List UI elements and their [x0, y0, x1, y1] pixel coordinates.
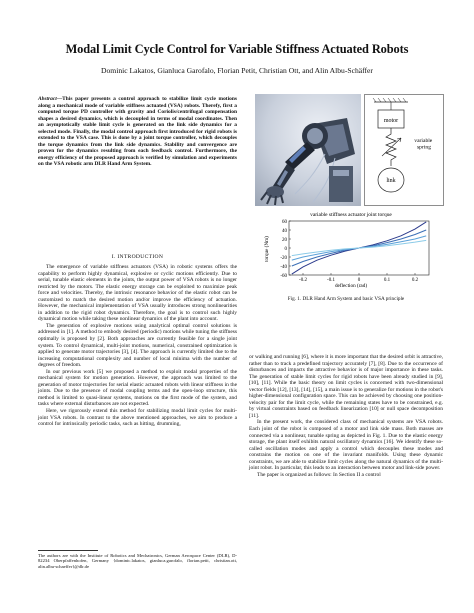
- y-tick-label: 40: [282, 228, 287, 234]
- intro-paragraph-2: The generation of explosive motions using analytical optimal control solutions is addressed in [1]. A method to embody desired (periodic) motions while tuning the stiffness optimally is proposed by [2]. Both approaches are currently feasible for a single joint system. To control dynamical, multi-joint motions, numerical, constrained optimization is applied to generate motor trajectories [3], [4]. The approach is currently limited due to the increasing computational complexity and number of local minima with the number of degrees of freedom.: [38, 322, 237, 369]
- vsa-schematic: [364, 94, 444, 206]
- chart-y-label: torque (Nm): [264, 236, 270, 262]
- x-tick-label: -0.2: [299, 278, 307, 283]
- right-paragraph-1: or walking and running [6], where it is more important that the desired orbit is attractive, rather than to track a predefined trajectory accurately [7], [8]. Due to the occurrence of disturbances and impacts the attractive behavior is of major importance in these tasks. The generation of stable limit cycles for rigid robots have been already studied in [9], [10], [11]. While the basic theory on limit cycles is concerned with two-dimensional vector fields [12], [13], [14], [15], a main issue is to generalize for motions in the robot's higher-dimensional configuration space. This can be achieved by choosing one position-velocity pair for the limit cycle, while the remaining states have to be constrained, e.g. by virtual constraints based on feedback linearization [10] or null space decomposition [11].: [249, 354, 443, 419]
- y-tick-label: 0: [284, 246, 287, 252]
- torque-deflection-chart: [259, 209, 437, 289]
- right-column-body: [249, 354, 443, 478]
- x-tick-label: 0.2: [411, 278, 419, 283]
- right-paragraph-2: In the present work, the considered class of mechanical systems are VSA robots. Each joint of the robot is composed of a motor and link side mass. Both masses are connected via a nonlinear, tunable spring as depicted in Fig. 1. Due to the elastic energy storage, the plant itself exhibits natural oscillatory dynamics [16]. We identify these so-called oscillation modes and apply a control which decouples these modes and constrains the motion on one of the invariant manifolds. Using these dynamic constraints, we are able to stabilize limit cycles along the natural dynamics of the multi-joint robot. In particular, this leads to an interaction between motor and link-side power.: [249, 419, 443, 472]
- chart-x-label: deflection (rad): [334, 283, 368, 289]
- paper-title: Modal Limit Cycle Control for Variable Stiffness Actuated Robots: [65, 42, 409, 56]
- figure-1-caption: Fig. 1. DLR Hand Arm System and basic VSA principle: [287, 296, 405, 302]
- y-tick-label: -40: [280, 264, 287, 270]
- section-heading-introduction: I. INTRODUCTION: [111, 254, 164, 260]
- y-tick-label: -20: [280, 255, 287, 261]
- x-tick-label: 0: [357, 278, 361, 283]
- spring-label-text: variable: [414, 138, 433, 144]
- paper-authors: Dominic Lakatos, Gianluca Garofalo, Florian Petit, Christian Ott, and Alin Albu-Schäffer: [101, 66, 373, 75]
- abstract-lead: Abstract: [38, 96, 57, 102]
- spring-label: [414, 138, 433, 151]
- introduction-body: [38, 264, 237, 428]
- y-tick-label: 20: [282, 237, 287, 243]
- y-tick-label: -60: [280, 273, 287, 279]
- abstract: [38, 96, 237, 168]
- footnote-divider: [38, 550, 98, 551]
- right-paragraph-3: The paper is organized as follows: In Section II a control: [257, 471, 381, 478]
- motor-label: motor: [383, 118, 399, 124]
- intro-paragraph-4: Here, we rigorously extend this method for stabilizing modal limit cycles for multi-joint VSA robots. In contrast to the above mentioned approaches, we aim to produce a control for intrinsically periodic tasks, such as hitting, drumming,: [38, 408, 237, 428]
- robot-arm-photo: [255, 94, 361, 206]
- x-tick-label: 0.1: [383, 278, 391, 283]
- chart-title: variable stiffness actuator joint torque: [310, 212, 392, 218]
- abstract-text: —This paper presents a control approach to stabilize limit cycle motions along a mechanical mode of variable stiffness actuated (VSA) robots. Therefy, first a computed torque PD controller with gravity and Coriolis/centrifugal compensation shapes a desired dynamics, which is decoupled in terms of modal coordinates. Then an asymptotically stable limit cycle is generated on the link side dynamics for a selected mode. Finally, the modal control approach first introduced for rigid robots is extended to the VSA case. This is done by a joint torque controller, which decouples the torque dynamics from the link side dynamics. Stability and convergence are proven for the dynamics resulting from each feedback control. Furthermore, the energy efficiency of the proposed approach is verified by simulation and experiments on the VSA robotic arm DLR Hand Arm System.: [38, 96, 237, 168]
- intro-paragraph-3: In our previous work [5] we proposed a method to exploit modal properties of the mechanical system for motion generation. However, the approach was limited to the generation of motor trajectories for serial elastic actuated robots with linear stiffness in the joints. Due to the presence of modal coupling terms and the open-loop structure, this method is limited to quasi-linear systems, motions on the first mode of the system, and tasks where external disturbances are not expected.: [38, 368, 237, 408]
- link-label: link: [386, 178, 396, 184]
- footnote: The authors are with the Institute of Robotics and Mechatronics, German Aerospace Center (DLR), D-82234 Oberpfaffenhofen, Germany {dominic.lakatos, gianluca.garofalo, florian.petit, christian.ott, alin.albu-schaeffer}@dlr.de: [38, 553, 237, 569]
- spring-label-text-2: spring: [417, 144, 431, 151]
- x-tick-label: -0.1: [327, 278, 335, 283]
- y-tick-label: 60: [282, 219, 287, 225]
- series-line-4: [292, 240, 426, 255]
- intro-paragraph-1: The emergence of variable stiffness actuators (VSA) in robotic systems offers the capability to perform highly dynamical, explosive or cyclic motions efficiently. Due to serial, tunable elastic elements in the joints, the output power of VSA robots is no longer restricted by the motors. The elastic energy storage can be exploited to maximize peak force and velocities. Thereby, the intrinsic resonance behavior of the elastic robot can be customized to match the desired motion and/or improve the efficiency of actuation. However, the mechanical implementation of VSA usually introduces strong nonlinearities in addition to the rigid robot dynamics. Therefore, the goal is to control such highly dynamical motion while taking these nonlinear dynamics of the plant into account.: [38, 264, 237, 323]
